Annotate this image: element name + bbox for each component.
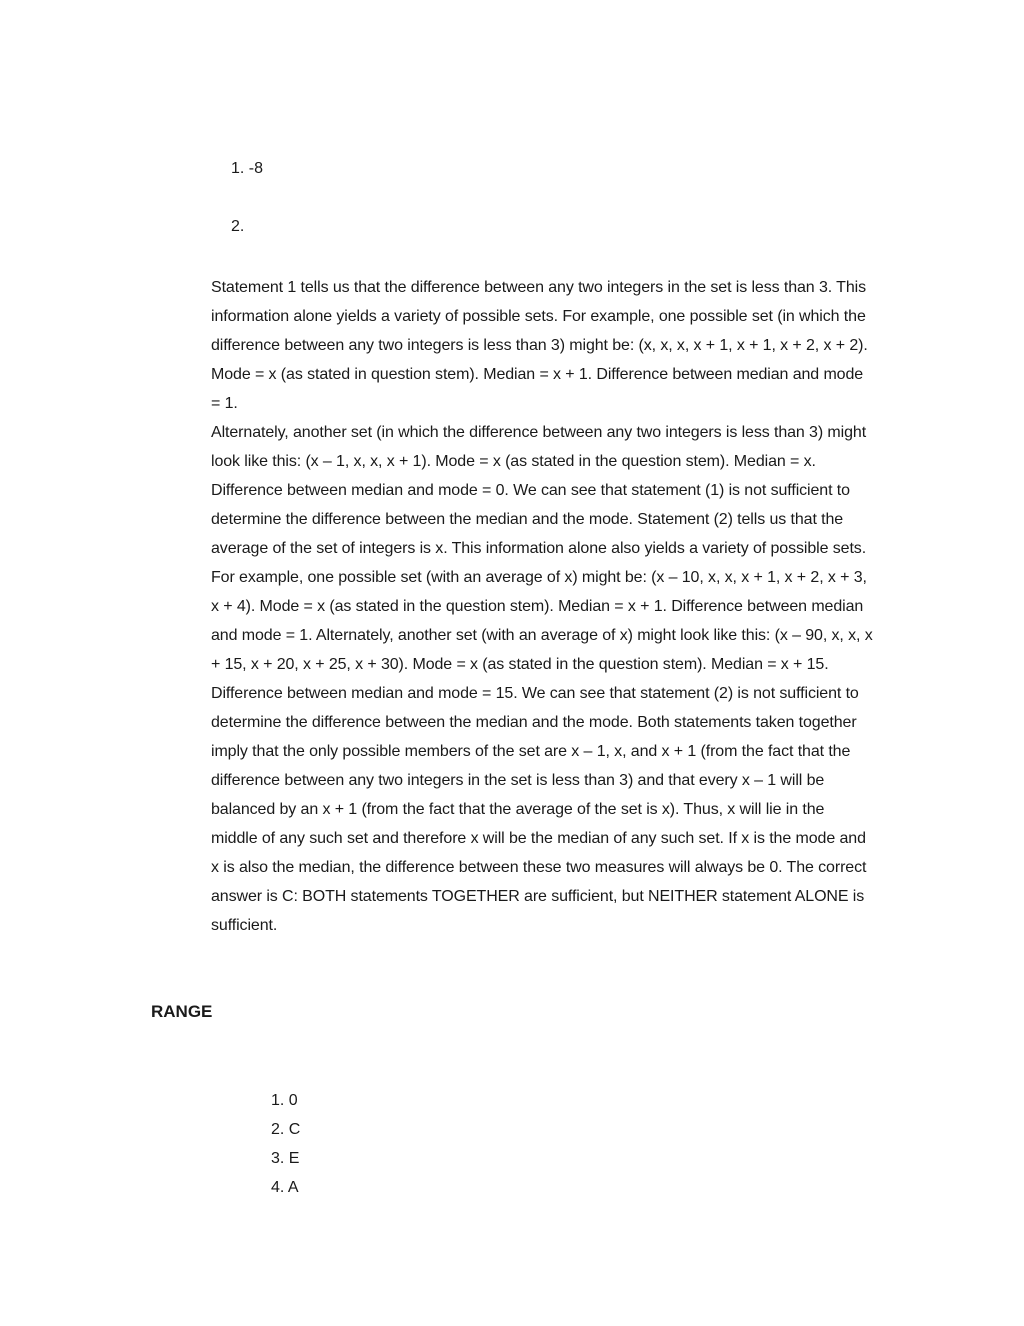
range-answer-item-3: 3. E [271, 1150, 300, 1167]
range-answer-list [271, 1086, 300, 1202]
section-heading-range: RANGE [151, 1002, 213, 1021]
explanation-paragraph-2: Alternately, another set (in which the difference between any two integers is less than 3) might look like this: (x – 1, x, x, x + 1). Mode = x (as stated in the question stem). Median = x. Difference between median and mode = 0. We can see that statement (1) is not sufficient to determine the difference between the median and the mode. Statement (2) tells us that the average of the set of integers is x. This information alone also yields a variety of possible sets. For example, one possible set (with an average of x) might be: (x – 10, x, x, x + 1, x + 2, x + 3, x + 4). Mode = x (as stated in the question stem). Median = x + 1. Difference between median and mode = 1. Alternately, another set (with an average of x) might look like this: (x – 90, x, x, x + 15, x + 20, x + 25, x + 30). Mode = x (as stated in the question stem). Median = x + 15. Difference between median and mode = 15. We can see that statement (2) is not sufficient to determine the difference between the median and the mode. Both statements taken together imply that the only possible members of the set are x – 1, x, and x + 1 (from the fact that the difference between any two integers in the set is less than 3) and that every x – 1 will be balanced by an x + 1 (from the fact that the average of the set is x). Thus, x will lie in the middle of any such set and therefore x will be the median of any such set. If x is the mode and x is also the median, the difference between these two measures will always be 0. The correct answer is C: BOTH statements TOGETHER are sufficient, but NEITHER statement ALONE is sufficient. [211, 424, 873, 934]
range-answer-item-4: 4. A [271, 1179, 299, 1196]
answer-item-2: 2. [231, 218, 245, 235]
explanation-paragraph-1: Statement 1 tells us that the difference between any two integers in the set is less than 3. This information alone yields a variety of possible sets. For example, one possible set (in which the difference between any two integers is less than 3) might be: (x, x, x, x + 1, x + 1, x + 2, x + 2). Mode = x (as stated in question stem). Median = x + 1. Difference between median and mode = 1. [211, 279, 868, 412]
explanation-body [211, 273, 873, 940]
range-answer-item-1: 1. 0 [271, 1092, 298, 1109]
range-answer-item-2: 2. C [271, 1121, 301, 1138]
answer-list-top [231, 157, 263, 273]
answer-item-1: 1. -8 [231, 160, 264, 177]
